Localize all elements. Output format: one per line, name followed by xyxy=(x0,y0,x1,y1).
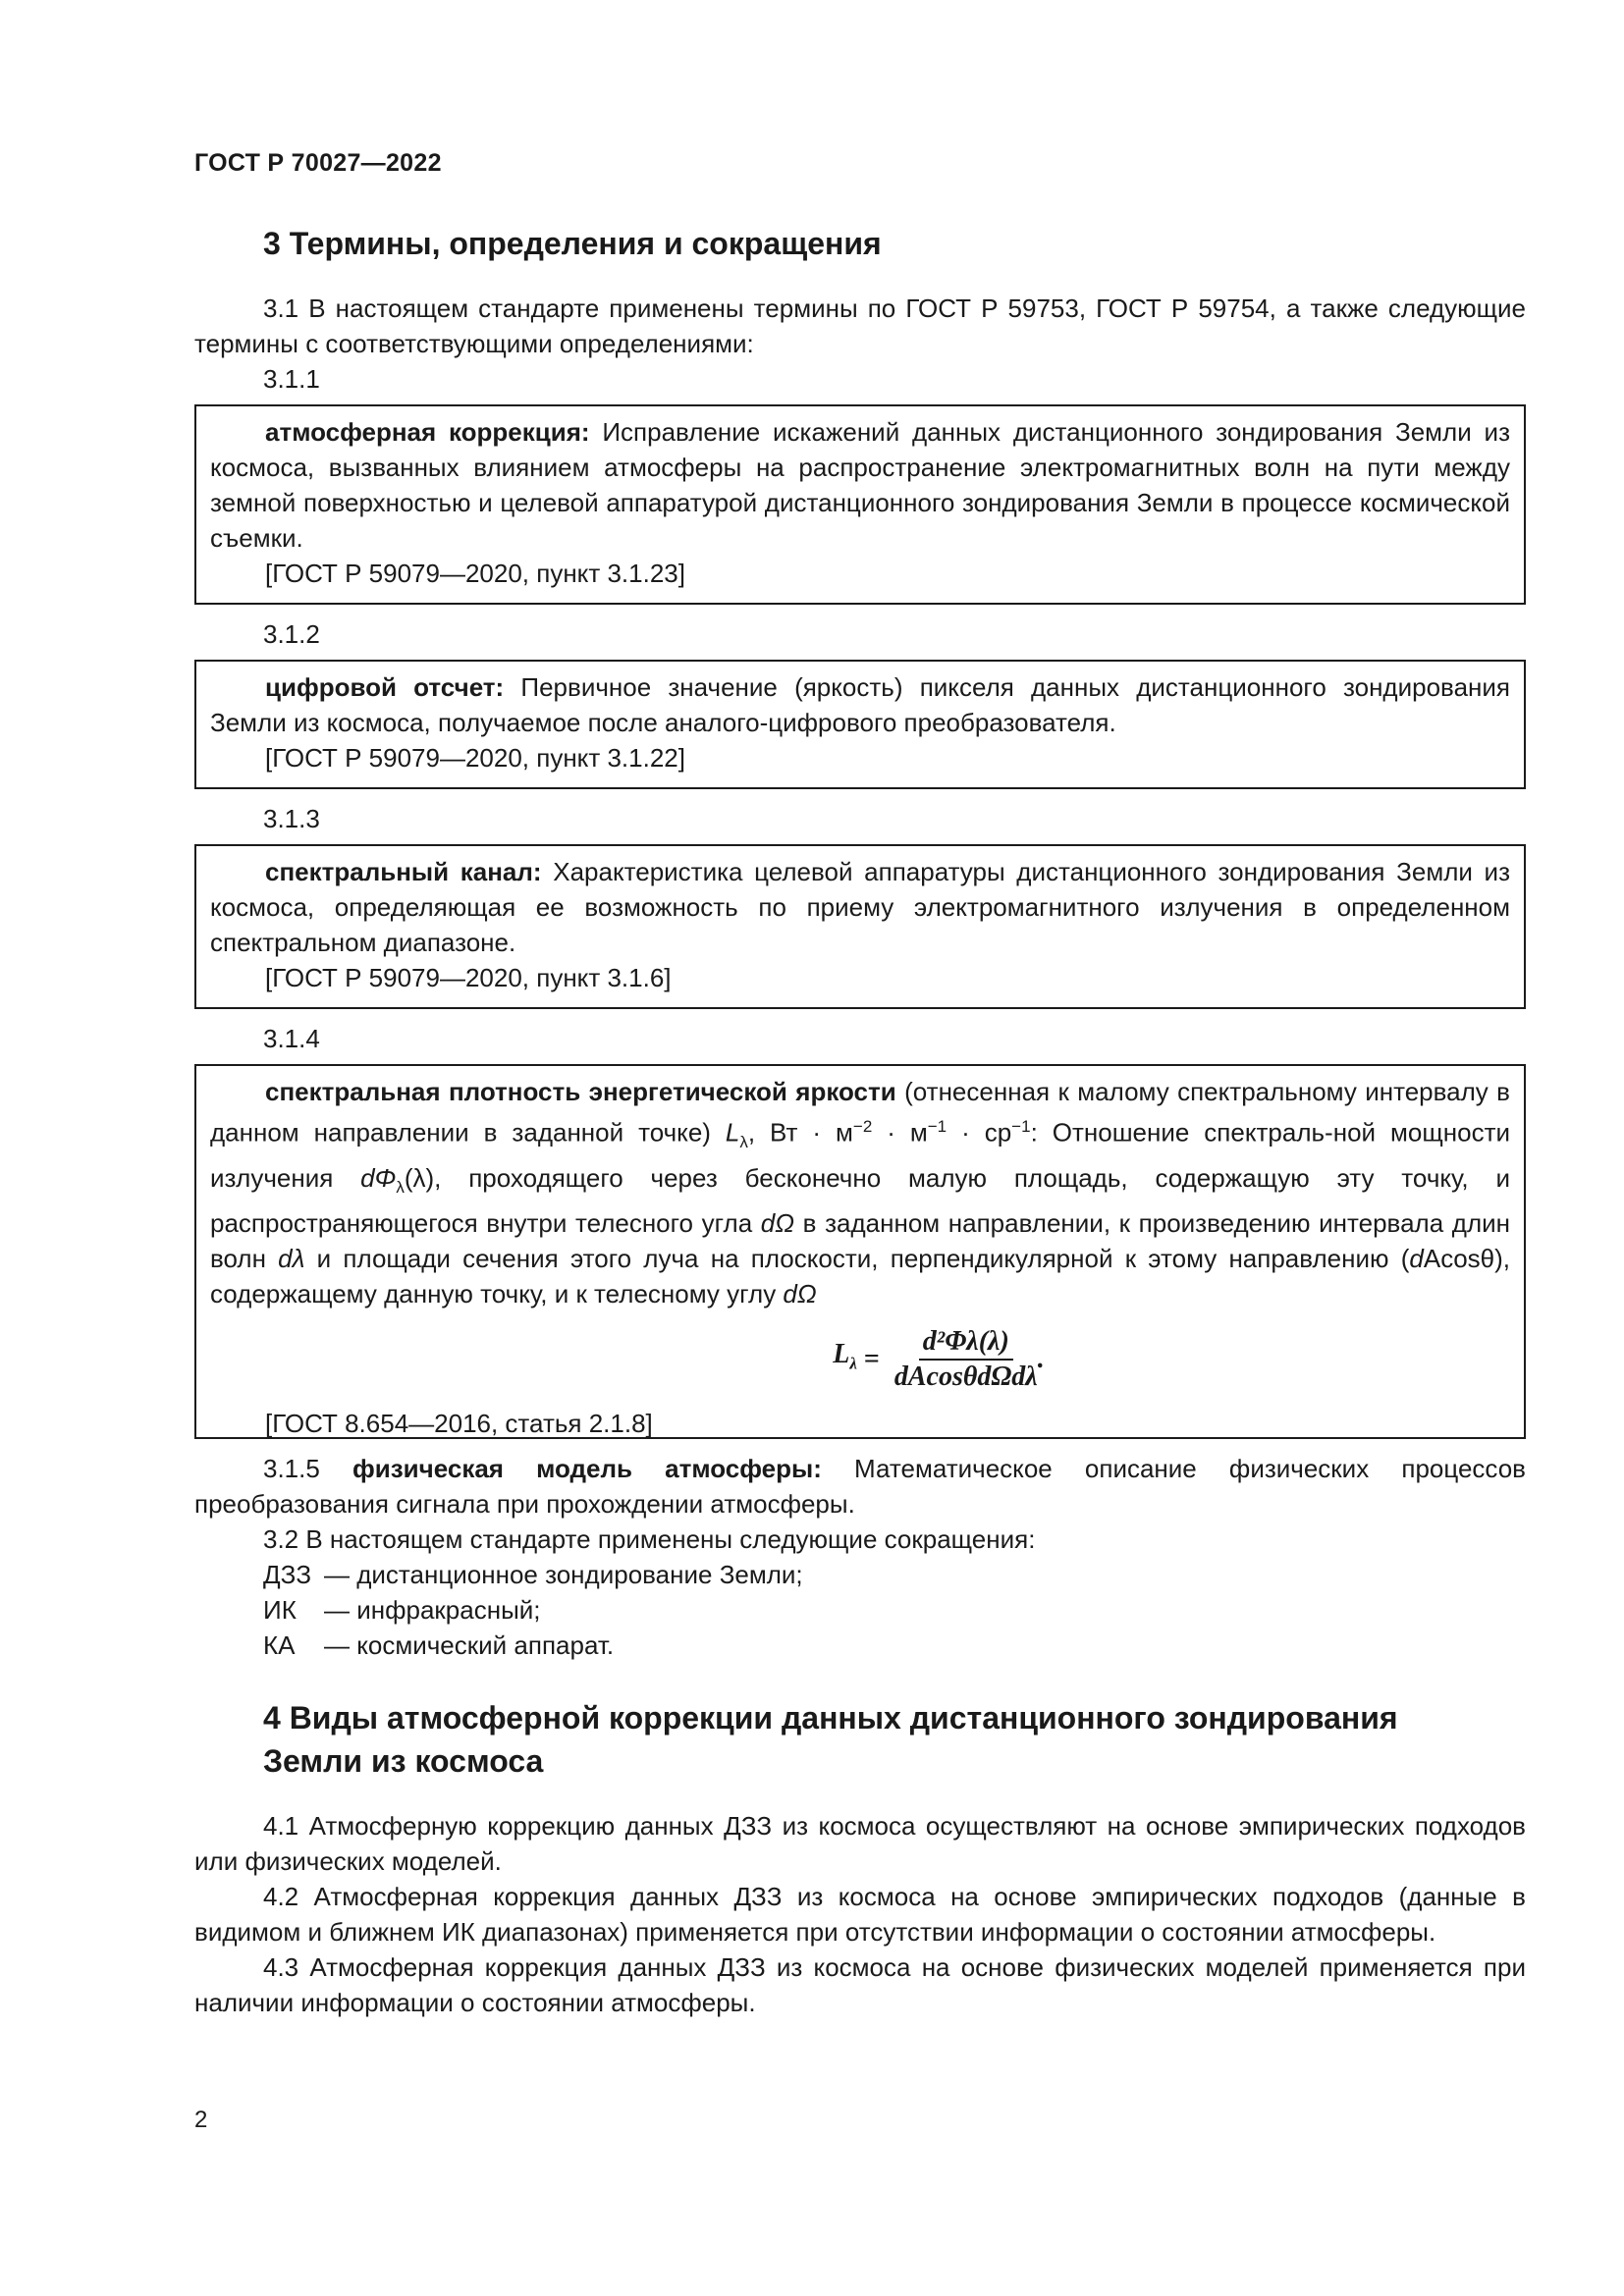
term-text: : Отношение спектраль-ной мощности излучения xyxy=(210,1117,1510,1193)
clause-number: 3.1.5 xyxy=(263,1454,352,1483)
formula-equals: = xyxy=(856,1344,887,1375)
term-text: Первичное значение (яркость) пикселя данных дистанционного зондирования Земли из космоса, получаемое после аналого-цифрового преобразователя. xyxy=(210,672,1510,737)
term-definition xyxy=(210,669,1510,740)
abbreviation-row xyxy=(263,1592,541,1628)
paragraph-3-1-5 xyxy=(194,1451,1526,1522)
term-text: (отнесенная к малому спектральному интервалу в данном направлении в заданной точке) xyxy=(210,1077,1510,1148)
abbreviation-value: — дистанционное зондирование Земли; xyxy=(324,1560,803,1589)
term-box-3-1-2 xyxy=(194,660,1526,789)
term-name: цифровой отсчет: xyxy=(265,672,505,702)
term-text: (λ), проходящего через бесконечно малую площадь, содержащую эту точку, и распространяющегося внутри телесного угла xyxy=(210,1162,1511,1239)
term-definition xyxy=(210,414,1510,556)
term-box-3-1-3 xyxy=(194,844,1526,1009)
term-name: физическая модель атмосферы: xyxy=(352,1454,822,1483)
clause-number-3-1-1: 3.1.1 xyxy=(263,364,320,394)
paragraph-4-2: 4.2 Атмосферная коррекция данных ДЗЗ из космоса на основе эмпирических подходов (данные в видимом и ближнем ИК диапазонах) применяется при отсутствии информации о состоянии атмосферы. xyxy=(194,1882,1526,1947)
abbreviation-key: ИК xyxy=(263,1595,297,1625)
formula-numerator: d²Φλ(λ) xyxy=(919,1327,1013,1361)
section-3-title: 3 Термины, определения и сокращения xyxy=(263,226,882,261)
term-definition xyxy=(210,1074,1510,1311)
formula-lhs-symbol: L xyxy=(833,1339,850,1370)
paragraph-3-1: 3.1 В настоящем стандарте применены термины по ГОСТ Р 59753, ГОСТ Р 59754, а также следующие термины с соответствующими определениями: xyxy=(194,294,1526,358)
term-source: [ГОСТ Р 59079—2020, пункт 3.1.23] xyxy=(265,559,685,588)
formula-fraction xyxy=(894,1327,1038,1392)
section-4-title xyxy=(263,1696,1540,1783)
formula-lhs-sub: λ xyxy=(849,1354,857,1373)
paragraph-3-2: 3.2 В настоящем стандарте применены следующие сокращения: xyxy=(263,1524,1036,1554)
document-code: ГОСТ Р 70027—2022 xyxy=(194,149,442,177)
term-name: спектральная плотность энергетической яркости xyxy=(265,1077,896,1106)
term-text: и площади сечения этого луча на плоскости, перпендикулярной к этому направлению ( xyxy=(304,1244,1410,1274)
term-text: Характеристика целевой аппаратуры дистанционного зондирования Земли из космоса, определяющая ее возможность по приему электромагнитного излучения в определенном спектральном диапазоне. xyxy=(210,857,1510,957)
term-text: в заданном направлении, к произведению интервала длин волн xyxy=(210,1208,1510,1274)
term-box-3-1-4 xyxy=(194,1064,1526,1439)
term-source: [ГОСТ Р 59079—2020, пункт 3.1.22] xyxy=(265,743,685,773)
clause-number-3-1-3: 3.1.3 xyxy=(263,804,320,833)
term-definition xyxy=(210,854,1510,960)
term-source: [ГОСТ Р 59079—2020, пункт 3.1.6] xyxy=(265,963,672,992)
symbol-d: d xyxy=(1409,1244,1424,1274)
abbreviation-value: — инфракрасный; xyxy=(324,1595,541,1625)
formula-denominator: dAcosθdΩdλ xyxy=(893,1362,1038,1393)
abbreviation-key: ДЗЗ xyxy=(263,1560,312,1589)
formula-period: . xyxy=(1037,1344,1045,1375)
term-text: Исправление искажений данных дистанционного зондирования Земли из космоса, вызванных влиянием атмосферы на распространение электромагнитных волн на пути между земной поверхностью и целевой аппаратурой дистанционного зондирования Земли в процессе космической съемки. xyxy=(210,417,1510,553)
section-4-title-line: 4 Виды атмосферной коррекции данных дистанционного зондирования xyxy=(263,1700,1398,1735)
term-text-unit: · м xyxy=(872,1117,928,1148)
paragraph-4-1: 4.1 Атмосферную коррекцию данных ДЗЗ из космоса осуществляют на основе эмпирических подходов или физических моделей. xyxy=(194,1811,1526,1876)
formula-lhs xyxy=(833,1337,857,1382)
term-box-3-1-1 xyxy=(194,404,1526,605)
symbol-lambda-sub: λ xyxy=(396,1178,405,1198)
term-name: атмосферная коррекция: xyxy=(265,417,590,447)
term-source: [ГОСТ 8.654—2016, статья 2.1.8] xyxy=(265,1409,653,1439)
symbol-dphi: dΦ xyxy=(360,1162,397,1193)
symbol-domega: dΩ xyxy=(760,1208,795,1239)
term-text-unit: , Вт · м xyxy=(747,1117,853,1148)
abbreviation-row xyxy=(263,1628,614,1663)
term-text: Математическое описание физических процессов преобразования сигнала при прохождении атмосферы. xyxy=(194,1454,1526,1519)
symbol-lambda-sub: λ xyxy=(739,1132,748,1151)
section-4-title-line: Земли из космоса xyxy=(263,1743,544,1779)
symbol-l: L xyxy=(725,1117,740,1148)
unit-exponent: −1 xyxy=(1011,1117,1031,1136)
clause-number-3-1-2: 3.1.2 xyxy=(263,619,320,649)
abbreviation-row xyxy=(263,1557,803,1592)
clause-number-3-1-4: 3.1.4 xyxy=(263,1024,320,1053)
formula-expression xyxy=(833,1327,1044,1392)
paragraph-4-3: 4.3 Атмосферная коррекция данных ДЗЗ из космоса на основе физических моделей применяется при наличии информации о состоянии атмосферы. xyxy=(194,1952,1526,2017)
page-number: 2 xyxy=(194,2107,208,2133)
symbol-dlambda: dλ xyxy=(278,1244,305,1274)
unit-exponent: −2 xyxy=(852,1117,873,1136)
symbol-domega: dΩ xyxy=(783,1279,817,1309)
term-text: Acosθ), содержащему данную точку, и к телесному углу xyxy=(210,1244,1511,1309)
abbreviation-value: — космический аппарат. xyxy=(324,1630,615,1660)
unit-exponent: −1 xyxy=(927,1117,947,1136)
formula xyxy=(210,1327,1510,1396)
abbreviation-key: КА xyxy=(263,1630,296,1660)
term-name: спектральный канал: xyxy=(265,857,542,886)
term-text-unit: · ср xyxy=(947,1117,1012,1148)
